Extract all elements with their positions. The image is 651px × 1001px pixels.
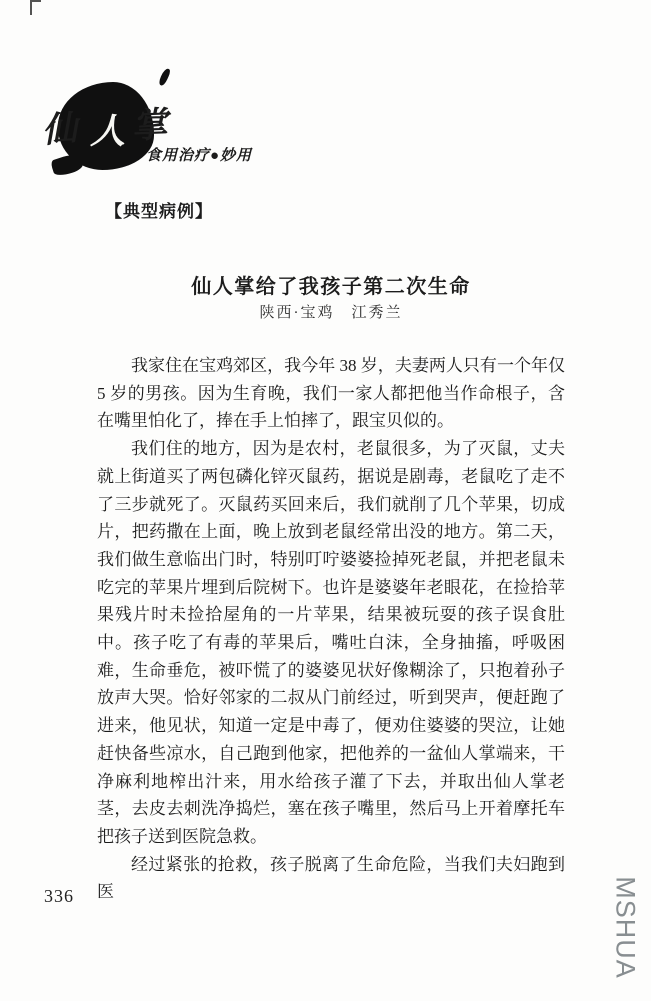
watermark: MSHUA (610, 876, 641, 979)
article-paragraph: 我们住的地方，因为是农村，老鼠很多，为了灭鼠，丈夫就上街道买了两包磷化锌灭鼠药，据说是剧毒，老鼠吃了走不了三步就死了。灭鼠药买回来后，我们就削了几个苹果，切成片，把药撒在上面，晚上放到老鼠经常出没的地方。第二天，我们做生意临出门时，特别叮咛婆婆捡掉死老鼠，并把老鼠未吃完的苹果片埋到后院树下。也许是婆婆年老眼花，在捡拾苹果残片时未捡拾屋角的一片苹果，结果被玩耍的孩子误食肚中。孩子吃了有毒的苹果后，嘴吐白沫，全身抽搐，呼吸困难，生命垂危，被吓慌了的婆婆见状好像糊涂了，只抱着孙子放声大哭。恰好邻家的二叔从门前经过，听到哭声，便赶跑了进来，他见状，知道一定是中毒了，便劝住婆婆的哭泣，让她赶快备些凉水，自己跑到他家，把他养的一盆仙人掌端来，干净麻利地榨出汁来，用水给孩子灌了下去，并取出仙人掌老茎，去皮去刺洗净捣烂，塞在孩子嘴里，然后马上开着摩托车把孩子送到医院急救。 (97, 439, 565, 846)
logo-title-char: 仙 (40, 108, 79, 151)
article-title: 仙人掌给了我孩子第二次生命 (191, 276, 471, 299)
logo-title-char: 掌 (131, 105, 168, 146)
article-byline: 陕西·宝鸡 江秀兰 (259, 305, 403, 321)
article-paragraph: 经过紧张的抢救，孩子脱离了生命危险，当我们夫妇跑到医 (97, 854, 565, 902)
logo-subtitle: 食用治疗●妙用 (146, 148, 253, 164)
article-paragraph: 我家住在宝鸡郊区，我今年 38 岁，夫妻两人只有一个年仅 5 岁的男孩。因为生育晚，我们一家人都把他当作命根子，含在嘴里怕化了，捧在手上怕摔了，跟宝贝似的。 (97, 356, 565, 431)
page-number: 336 (44, 886, 74, 906)
section-header: 【典型病例】 (105, 202, 213, 221)
logo-title-char: 人 (90, 112, 126, 151)
corner-mark (30, 0, 41, 15)
article-body (97, 352, 565, 906)
book-logo (40, 82, 260, 182)
